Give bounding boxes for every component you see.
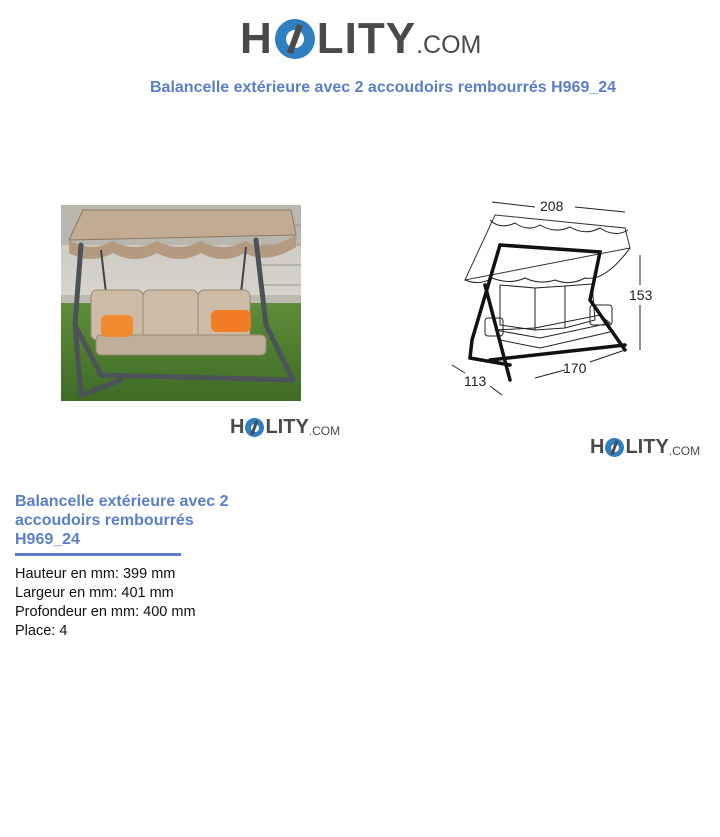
- holity-logo-small-right: [590, 436, 700, 459]
- logo-o-icon: [245, 418, 264, 437]
- holity-logo: [240, 14, 481, 64]
- logo-text-h: H: [240, 14, 273, 63]
- logo-text-h: H: [590, 436, 605, 458]
- logo-text-h: H: [230, 416, 245, 438]
- product-heading: Balancelle extérieure avec 2 accoudoirs rembourrés H969_24: [15, 493, 229, 548]
- holity-logo-small: [230, 416, 340, 439]
- spec-depth: Profondeur en mm: 400 mm: [15, 604, 196, 620]
- logo-text-domain: .COM: [308, 423, 341, 438]
- logo-text-domain: .COM: [668, 443, 701, 458]
- logo-o-icon: [275, 19, 315, 59]
- logo-text-lity: LITY: [625, 436, 669, 458]
- dim-width: 208: [540, 198, 564, 214]
- logo-o-icon: [605, 438, 624, 457]
- dim-seat: 170: [563, 360, 587, 376]
- technical-drawing: [440, 190, 670, 405]
- page-title: Balancelle extérieure avec 2 accoudoirs rembourrés H969_24: [150, 79, 617, 96]
- dim-depth: 113: [464, 373, 487, 389]
- spec-places: Place: 4: [15, 623, 68, 639]
- heading-divider: [15, 553, 181, 556]
- product-specs: [15, 565, 196, 641]
- dim-height: 153: [629, 287, 653, 303]
- logo-text-lity: LITY: [265, 416, 309, 438]
- spec-width: Largeur en mm: 401 mm: [15, 585, 174, 601]
- logo-text-lity: LITY: [316, 14, 417, 63]
- spec-height: Hauteur en mm: 399 mm: [15, 566, 176, 582]
- logo-text-domain: .COM: [416, 30, 482, 59]
- product-photo: [61, 205, 301, 401]
